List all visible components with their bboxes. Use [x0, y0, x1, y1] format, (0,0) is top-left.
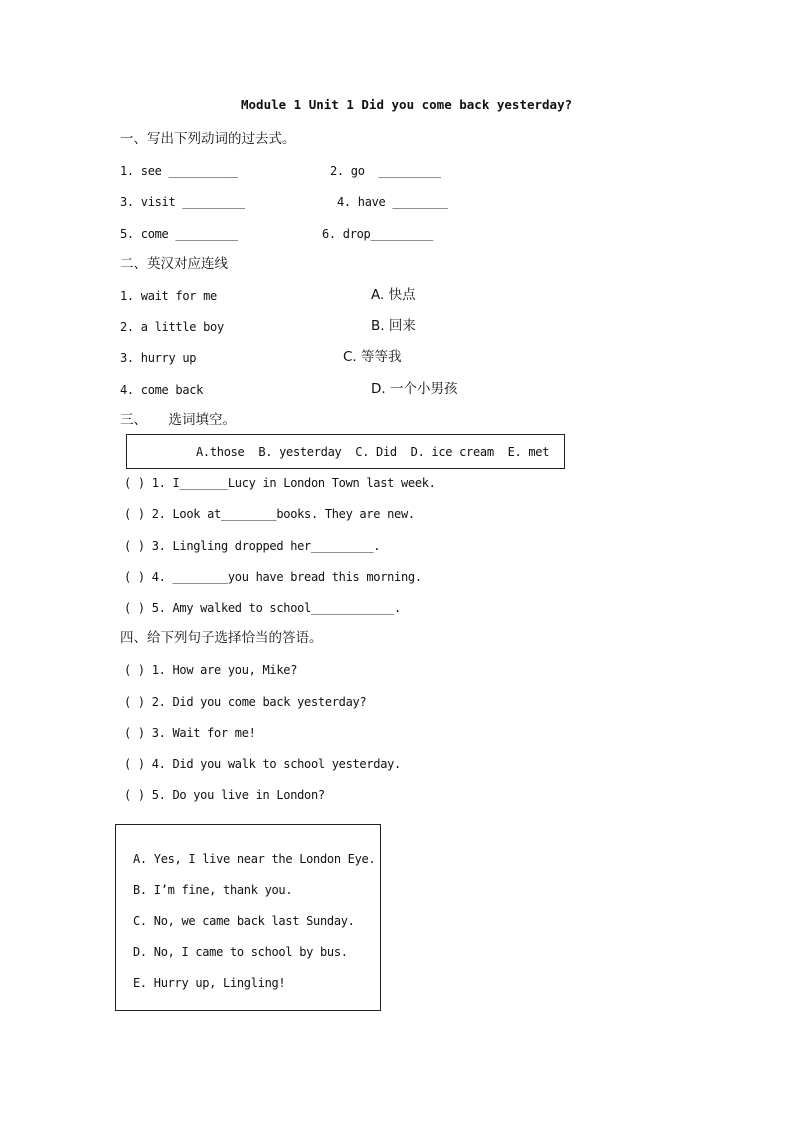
match-right-d: D. 一个小男孩: [371, 381, 458, 397]
match-right-b: B. 回来: [371, 318, 416, 334]
match-left-3: 3. hurry up: [120, 351, 197, 365]
answers-box: [115, 824, 381, 1011]
match-right-c: C. 等等我: [343, 349, 402, 365]
page-title: Module 1 Unit 1 Did you come back yesterday?: [241, 97, 573, 112]
fill-item-1: ( ) 1. I_______Lucy in London Town last week.: [124, 476, 436, 490]
section-3-heading: 三、 选词填空。: [120, 412, 236, 428]
verb-item-1: 1. see __________: [120, 164, 238, 178]
verb-item-6: 6. drop_________: [322, 227, 433, 241]
fill-item-5: ( ) 5. Amy walked to school____________.: [124, 601, 401, 615]
answer-a: A. Yes, I live near the London Eye.: [133, 852, 376, 866]
answer-e: E. Hurry up, Lingling!: [133, 976, 286, 990]
question-item-1: ( ) 1. How are you, Mike?: [124, 663, 298, 677]
match-left-1: 1. wait for me: [120, 289, 217, 303]
fill-item-3: ( ) 3. Lingling dropped her_________.: [124, 539, 381, 553]
match-right-a: A. 快点: [371, 287, 416, 303]
fill-item-2: ( ) 2. Look at________books. They are new.: [124, 507, 415, 521]
answer-c: C. No, we came back last Sunday.: [133, 914, 355, 928]
match-left-4: 4. come back: [120, 383, 204, 397]
answer-d: D. No, I came to school by bus.: [133, 945, 348, 959]
section-4-heading: 四、给下列句子选择恰当的答语。: [120, 630, 323, 646]
answer-b: B. I’m fine, thank you.: [133, 883, 293, 897]
section-2-heading: 二、英汉对应连线: [120, 256, 228, 272]
word-options: A.those B. yesterday C. Did D. ice cream E. met: [196, 445, 550, 459]
question-item-3: ( ) 3. Wait for me!: [124, 726, 256, 740]
question-item-4: ( ) 4. Did you walk to school yesterday.: [124, 757, 401, 771]
question-item-5: ( ) 5. Do you live in London?: [124, 788, 325, 802]
fill-item-4: ( ) 4. ________you have bread this morning.: [124, 570, 422, 584]
match-left-2: 2. a little boy: [120, 320, 224, 334]
question-item-2: ( ) 2. Did you come back yesterday?: [124, 695, 367, 709]
word-options-box: [126, 434, 565, 469]
verb-item-4: 4. have ________: [337, 195, 448, 209]
verb-item-3: 3. visit _________: [120, 195, 245, 209]
verb-item-5: 5. come _________: [120, 227, 238, 241]
section-1-heading: 一、写出下列动词的过去式。: [120, 131, 296, 147]
verb-item-2: 2. go _________: [330, 164, 441, 178]
